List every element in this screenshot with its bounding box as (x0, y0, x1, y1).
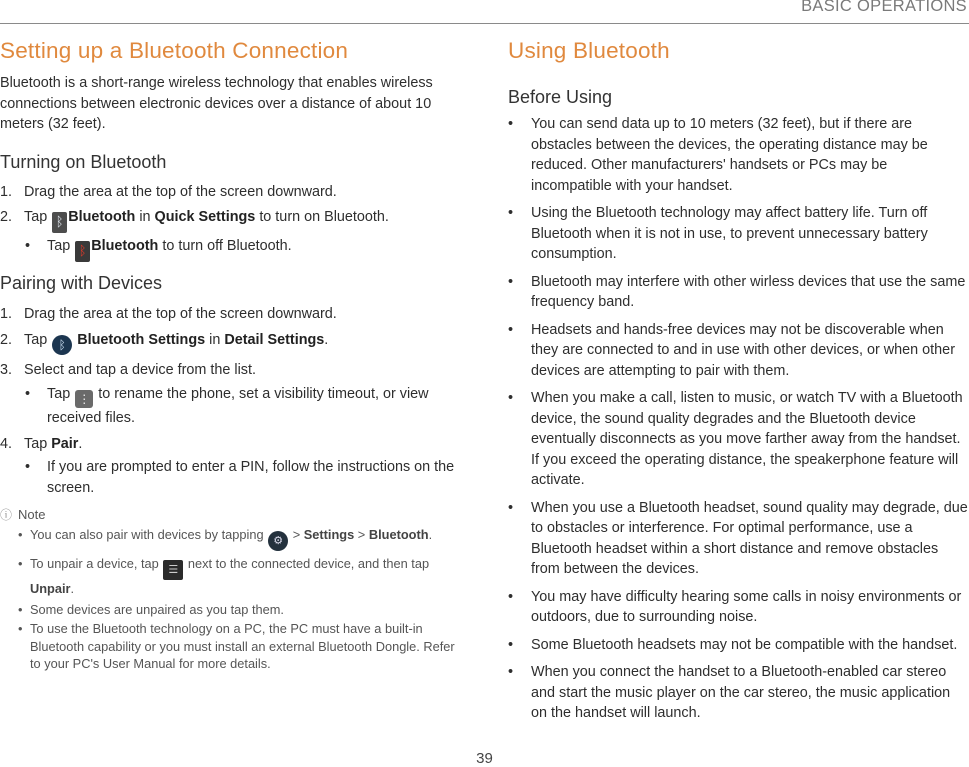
sub-text: to turn off Bluetooth. (162, 238, 292, 254)
list-item-text: You can send data up to 10 meters (32 feet), but if there are obstacles between the devices, the operating distance may be reduced. Other manufacturers' handsets or PCs may be incompatible with your handset. (531, 116, 928, 194)
turning-on-sub-bullet (0, 236, 462, 262)
list-item-text: When you use a Bluetooth headset, sound quality may degrade, due to obstacles or interference. For optimal performance, use a Bluetooth headset within a short distance and remove obstacles from between the devices. (531, 499, 968, 577)
note-text: Some devices are unpaired as you tap them. (30, 601, 284, 617)
before-using-list (508, 114, 969, 724)
list-item (508, 498, 969, 580)
step-text: Drag the area at the top of the screen downward. (24, 306, 337, 322)
list-item (508, 320, 969, 382)
device-settings-icon: ☰ (163, 560, 183, 580)
chapter-title: BASIC OPERATIONS (801, 0, 967, 15)
unpair-label: Unpair (30, 581, 71, 596)
step-text: in (209, 331, 221, 348)
step-text: Tap (24, 331, 48, 348)
step-number: 1. (0, 183, 13, 200)
bullet: • (18, 556, 23, 571)
note-label: Note (18, 507, 46, 522)
step-text: Select and tap a device from the list. (24, 361, 256, 378)
list-item-text: Some Bluetooth headsets may not be compatible with the handset. (531, 636, 958, 653)
detail-settings-label: Detail Settings (224, 331, 325, 348)
step-number: 1. (0, 306, 13, 322)
step-text: . (78, 435, 83, 452)
left-column (0, 36, 462, 673)
note-text: next to the connected device, and then tap (187, 556, 430, 571)
list-item-text: Bluetooth may interfere with other wirless devices that use the same frequency band. (531, 273, 966, 310)
intro-paragraph: Bluetooth is a short-range wireless technology that enables wireless connections between electronic devices over a distance of about 10 meters (32 feet). (0, 75, 433, 132)
info-icon: ⓘ (0, 508, 13, 522)
bluetooth-icon: ᛒ (52, 212, 67, 233)
bullet: • (508, 321, 514, 338)
note-item-2 (0, 555, 462, 598)
bullet: • (25, 386, 31, 402)
list-item-text: When you make a call, listen to music, or watch TV with a Bluetooth device, the sound quality degrades and the Bluetooth device eventually disconnects as you move farther away from the handset. If you exceed the operating distance, the speakerphone feature will activate. (531, 390, 963, 488)
menu-icon: ⋮ (75, 390, 93, 408)
list-item (508, 272, 969, 313)
step-number: 4. (0, 435, 13, 452)
bullet: • (508, 390, 514, 406)
section-title: Setting up a Bluetooth Connection (0, 38, 349, 63)
note-text: You can also pair with devices by tapping (30, 527, 264, 542)
pairing-step-3 (0, 360, 462, 381)
list-item (508, 587, 969, 628)
pairing-step-2 (0, 330, 462, 355)
pairing-heading: Pairing with Devices (0, 273, 163, 293)
header-divider (0, 23, 969, 24)
list-item (508, 635, 969, 656)
page-number: 39 (476, 750, 493, 767)
bullet: • (508, 499, 514, 516)
bullet: • (508, 588, 514, 605)
step-text: Tap (24, 209, 48, 225)
quick-settings-label: Quick Settings (154, 209, 256, 225)
section-title: Using Bluetooth (508, 38, 670, 63)
bullet: • (25, 459, 31, 475)
list-item (508, 203, 969, 265)
list-item-text: Using the Bluetooth technology may affect battery life. Turn off Bluetooth when it is not in use, to prevent unnecessary battery consumption. (531, 205, 928, 262)
step-text: to turn on Bluetooth. (259, 209, 389, 225)
sub-text: Tap (47, 238, 71, 254)
bullet: • (18, 601, 23, 617)
step-number: 2. (0, 209, 13, 225)
step-text: in (139, 209, 151, 225)
list-item-text: When you connect the handset to a Bluetooth-enabled car stereo and start the music player on the car stereo, the music application on the handset will launch. (531, 664, 951, 721)
bluetooth-label: Bluetooth (91, 238, 159, 254)
turning-on-step-2 (0, 207, 462, 233)
before-using-heading: Before Using (508, 87, 613, 107)
bullet: • (25, 238, 31, 254)
bullet: • (508, 273, 514, 290)
pairing-sub-bullet-4 (0, 457, 462, 498)
bluetooth-off-icon: ᛒ (75, 241, 90, 262)
bluetooth-label: Bluetooth (68, 209, 136, 225)
note-text: To use the Bluetooth technology on a PC, the PC must have a built-in Bluetooth capability or you must install an external Bluetooth Dongle. Refer to your PC's User Manual for more details. (30, 621, 455, 671)
pairing-sub-bullet-3 (0, 384, 462, 429)
pairing-step-4 (0, 434, 462, 455)
step-text: . (324, 331, 329, 348)
separator: > (357, 527, 366, 542)
list-item (508, 114, 969, 196)
bluetooth-label: Bluetooth (368, 527, 429, 542)
step-text: Tap (24, 435, 48, 452)
settings-icon: ⚙ (268, 531, 288, 551)
turning-on-heading: Turning on Bluetooth (0, 151, 167, 172)
bullet: • (508, 205, 514, 221)
sub-text: If you are prompted to enter a PIN, follow the instructions on the screen. (47, 459, 455, 496)
bluetooth-settings-icon: ᛒ (52, 335, 72, 355)
note-text: To unpair a device, tap (30, 556, 159, 571)
list-item-text: Headsets and hands-free devices may not be discoverable when they are connected to and in use with other devices, or when other devices are attempting to pair with them. (531, 321, 955, 379)
bullet: • (18, 621, 23, 636)
bullet: • (508, 636, 514, 653)
note-item-4 (0, 620, 462, 673)
pairing-step-1 (0, 304, 462, 325)
note-item-1 (0, 526, 462, 551)
settings-label: Settings (303, 527, 355, 542)
step-number: 2. (0, 331, 13, 348)
sub-text: to rename the phone, set a visibility timeout, or view received files. (47, 386, 429, 426)
note-heading (0, 506, 462, 524)
note-text: . (428, 527, 433, 542)
list-item (508, 662, 969, 724)
sub-text: Tap (47, 386, 71, 402)
note-text: . (70, 581, 75, 596)
bullet: • (508, 116, 514, 132)
list-item (508, 388, 969, 491)
list-item-text: You may have difficulty hearing some calls in noisy environments or outdoors, due to surrounding noise. (531, 588, 962, 625)
bullet: • (18, 527, 23, 542)
pair-label: Pair (51, 435, 79, 452)
separator: > (292, 527, 301, 542)
step-text: Drag the area at the top of the screen downward. (24, 183, 337, 200)
step-number: 3. (0, 361, 13, 378)
bluetooth-settings-label: Bluetooth Settings (77, 331, 206, 348)
turning-on-step-1 (0, 182, 462, 203)
note-item-3 (0, 601, 462, 619)
bullet: • (508, 664, 514, 680)
right-column (508, 36, 969, 724)
